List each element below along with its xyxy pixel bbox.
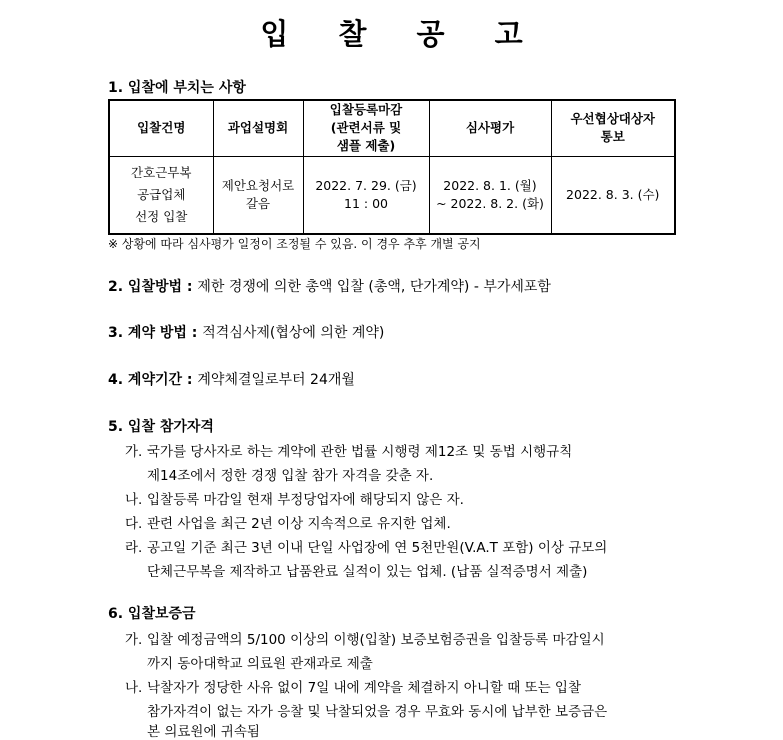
table-cell: 2022. 7. 29. (금) 11 : 00 xyxy=(303,156,429,234)
list-marker: 가. xyxy=(125,632,143,648)
section-2-text: 제한 경쟁에 의한 총액 입찰 (총액, 단가계약) - 부가세포함 xyxy=(197,279,551,295)
page-title: 입 찰 공 고 xyxy=(260,17,543,51)
table-header-cell: 입찰건명 xyxy=(109,100,213,156)
bid-schedule-table xyxy=(108,99,676,235)
list-text: 공고일 기준 최근 3년 이내 단일 사업장에 연 5천만원(V.A.T 포함) 이상 규모의 xyxy=(147,540,608,556)
list-text: 입찰 예정금액의 5/100 이상의 이행(입찰) 보증보험증권을 입찰등록 마감일시 xyxy=(147,632,605,648)
table-cell: 간호근무복 공급업체 선정 입찰 xyxy=(109,156,213,234)
schedule-note: ※ 상황에 따라 심사평가 일정이 조정될 수 있음. 이 경우 추후 개별 공지 xyxy=(108,237,481,251)
list-marker: 다. xyxy=(125,516,143,532)
list-item xyxy=(125,628,605,648)
list-text: 관련 사업을 최근 2년 이상 지속적으로 유지한 업체. xyxy=(147,516,451,532)
table-header-cell: 입찰등록마감 (관련서류 및 샘플 제출) xyxy=(303,100,429,156)
section-4-heading: 4. 계약기간 : xyxy=(108,372,198,388)
list-marker: 나. xyxy=(125,680,143,696)
list-marker: 나. xyxy=(125,492,143,508)
list-marker: 가. xyxy=(125,444,143,460)
table-cell: 제안요청서로 갈음 xyxy=(213,156,303,234)
table-header-cell: 심사평가 xyxy=(429,100,551,156)
section-4-text: 계약체결일로부터 24개월 xyxy=(197,372,355,388)
list-text-continued: 참가자격이 없는 자가 응찰 및 낙찰되었을 경우 무효와 동시에 납부한 보증금은 xyxy=(147,704,608,720)
list-marker: 라. xyxy=(125,540,143,556)
table-header-row xyxy=(109,100,675,156)
list-text: 국가를 당사자로 하는 계약에 관한 법률 시행령 제12조 및 동법 시행규칙 xyxy=(147,444,573,460)
section-1-heading: 1. 입찰에 부치는 사항 xyxy=(108,80,246,96)
table-cell: 2022. 8. 3. (수) xyxy=(551,156,675,234)
list-text: 낙찰자가 정당한 사유 없이 7일 내에 계약을 체결하지 아니할 때 또는 입찰 xyxy=(147,680,581,696)
section-4 xyxy=(108,369,355,389)
section-3-heading: 3. 계약 방법 : xyxy=(108,325,203,341)
section-5-heading: 5. 입찰 참가자격 xyxy=(108,419,214,435)
table-header-cell: 우선협상대상자 통보 xyxy=(551,100,675,156)
table-row xyxy=(109,156,675,234)
list-item xyxy=(125,488,464,508)
section-3-text: 적격심사제(협상에 의한 계약) xyxy=(202,325,385,341)
list-item xyxy=(125,440,572,460)
section-3 xyxy=(108,322,384,342)
list-item xyxy=(125,512,451,532)
list-text-continued: 단체근무복을 제작하고 납품완료 실적이 있는 업체. (납품 실적증명서 제출) xyxy=(147,564,588,580)
list-text: 입찰등록 마감일 현재 부정당업자에 해당되지 않은 자. xyxy=(147,492,464,508)
list-text-continued: 까지 동아대학교 의료원 관재과로 제출 xyxy=(147,656,373,672)
list-text-continued: 제14조에서 정한 경쟁 입찰 참가 자격을 갖춘 자. xyxy=(147,468,434,484)
section-2 xyxy=(108,276,551,296)
list-text-continued: 본 의료원에 귀속됨 xyxy=(147,724,260,740)
section-2-heading: 2. 입찰방법 : xyxy=(108,279,198,295)
list-item xyxy=(125,536,607,556)
table-cell: 2022. 8. 1. (월) ~ 2022. 8. 2. (화) xyxy=(429,156,551,234)
list-item xyxy=(125,676,581,696)
table-header-cell: 과업설명회 xyxy=(213,100,303,156)
section-6-heading: 6. 입찰보증금 xyxy=(108,606,196,622)
